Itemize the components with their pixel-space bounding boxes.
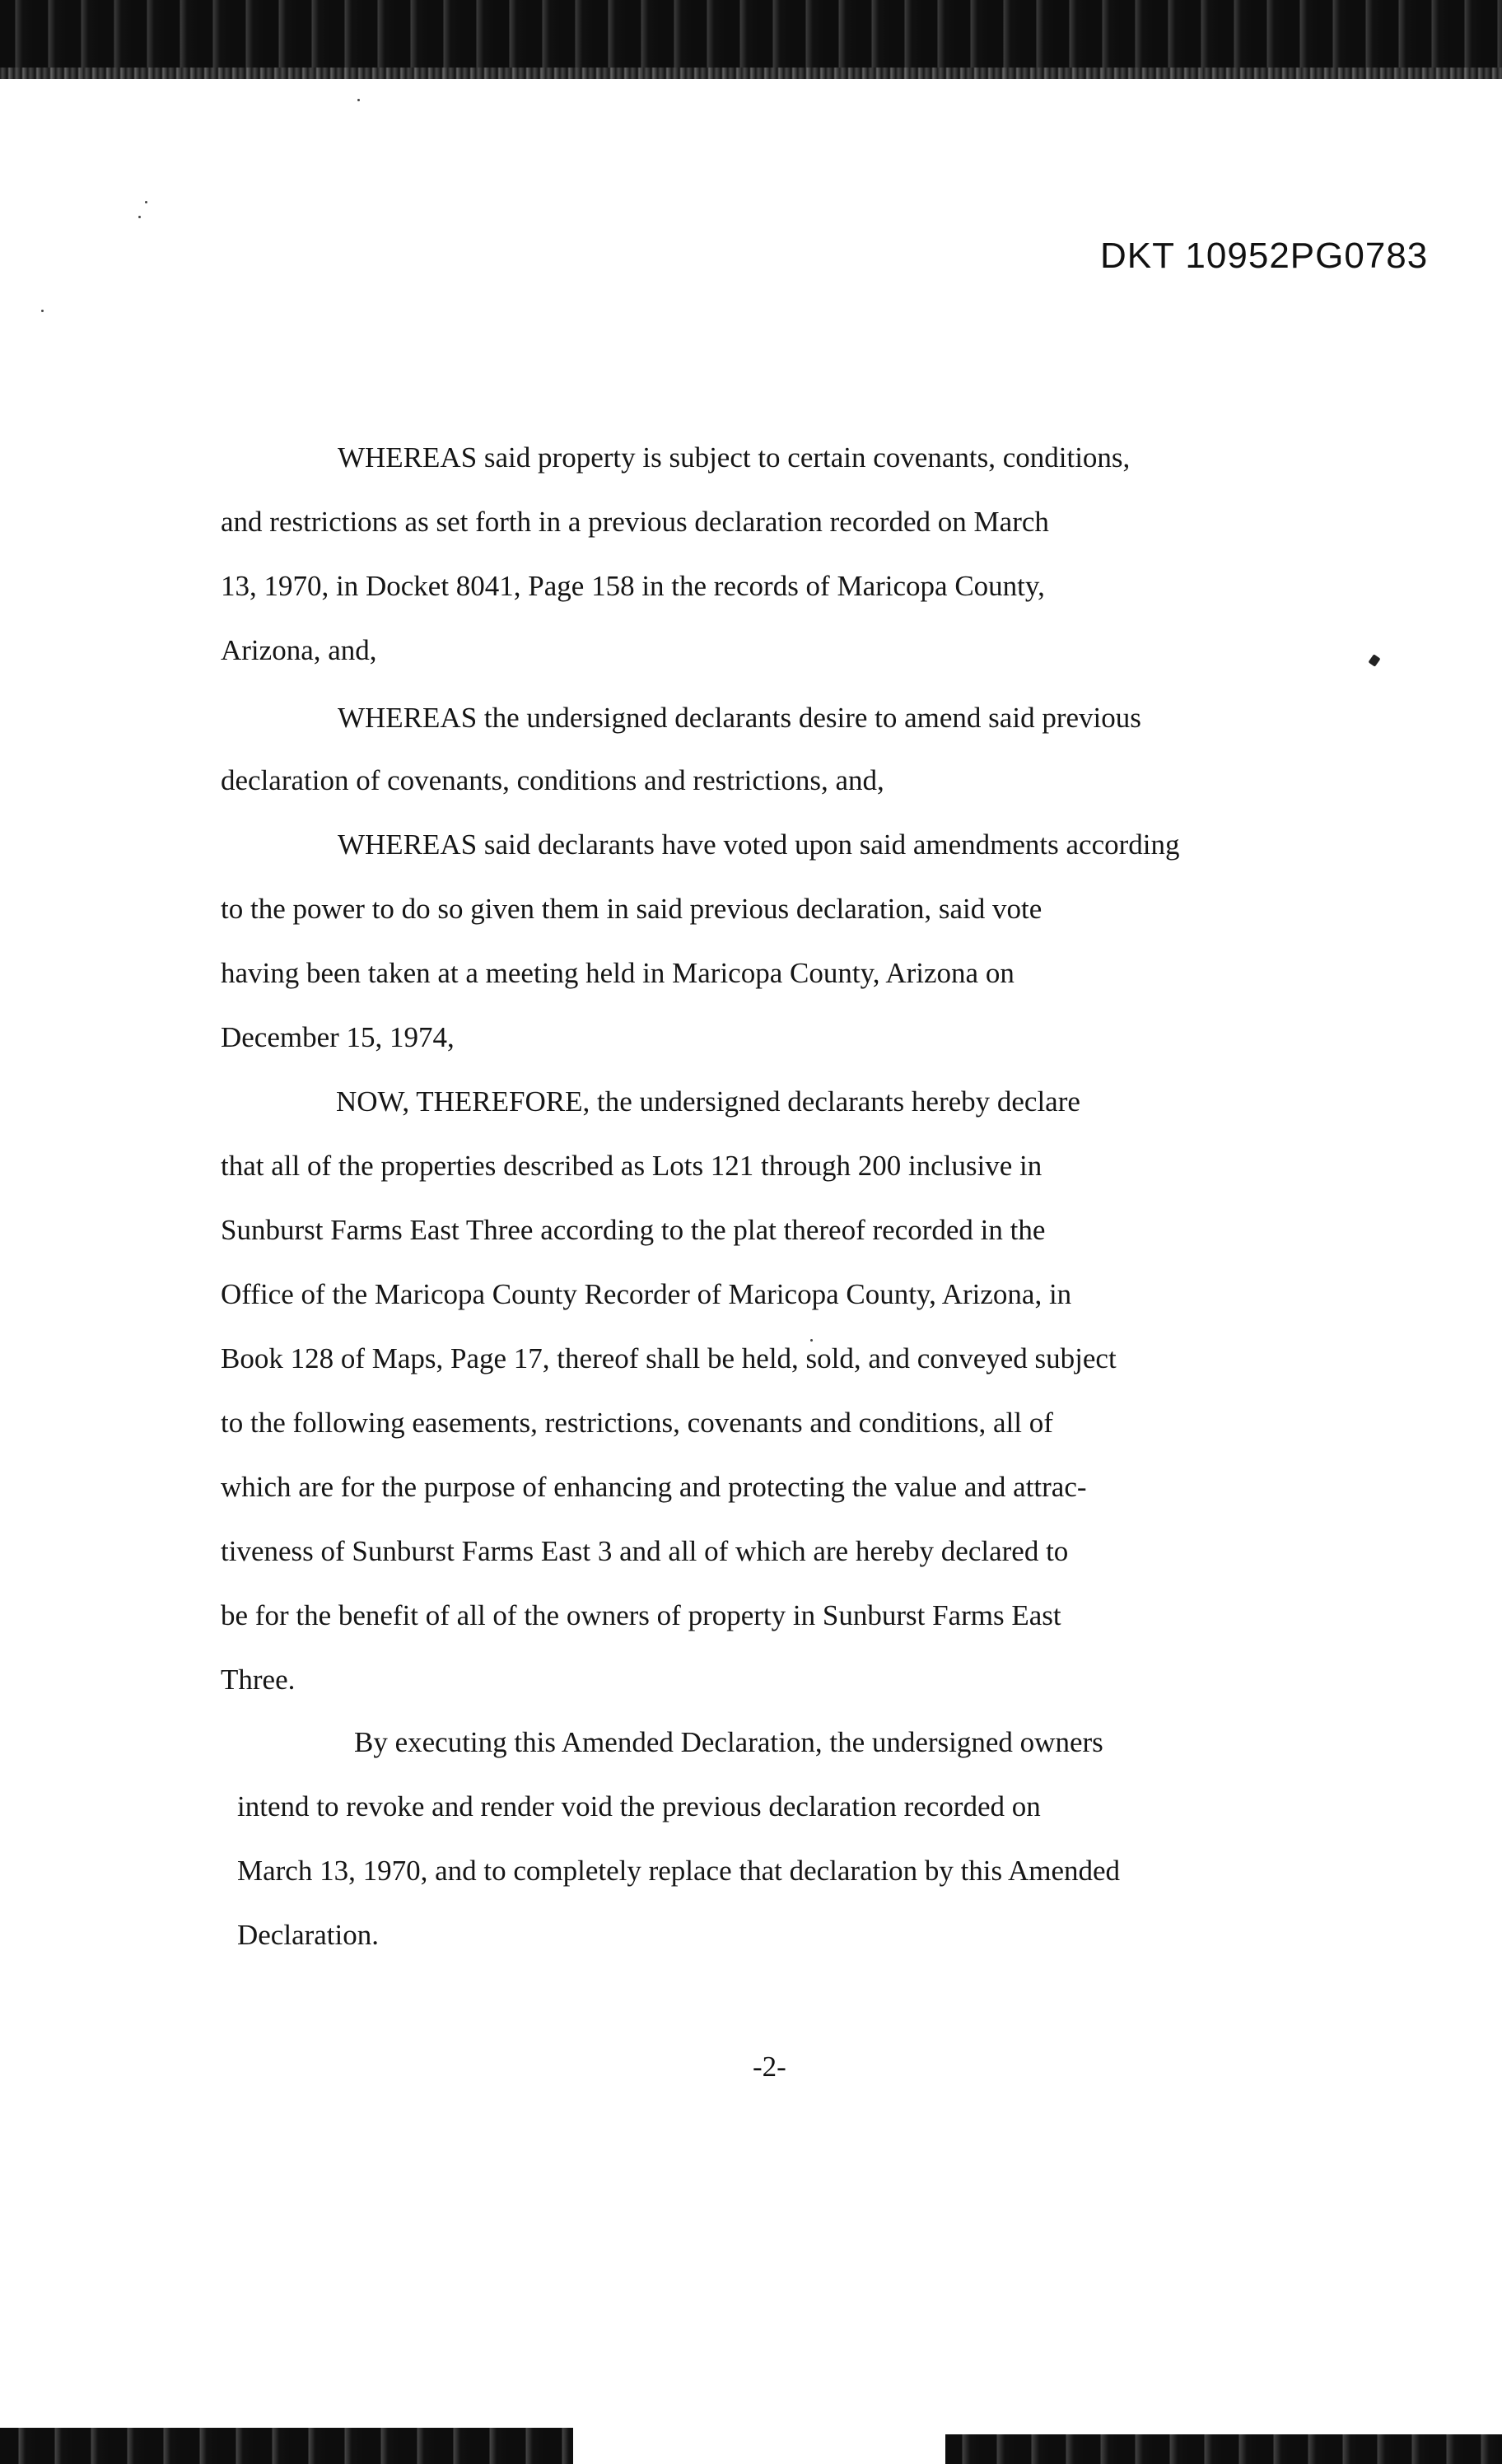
- scan-speck: [41, 310, 44, 312]
- stray-mark: [1368, 654, 1380, 667]
- paragraph-line: WHEREAS said declarants have voted upon said amendments according: [338, 828, 1180, 861]
- paragraph-line: Three.: [221, 1664, 296, 1696]
- paragraph-line: declaration of covenants, conditions and restrictions, and,: [221, 764, 884, 796]
- scan-speck: [145, 201, 147, 203]
- paragraph-line: WHEREAS said property is subject to certain covenants, conditions,: [338, 441, 1131, 474]
- paragraph-line: be for the benefit of all of the owners of property in Sunburst Farms East: [221, 1599, 1061, 1631]
- paragraph-line: having been taken at a meeting held in Maricopa County, Arizona on: [221, 957, 1015, 989]
- paragraph-line: and restrictions as set forth in a previous declaration recorded on March: [221, 506, 1049, 538]
- page-number: -2-: [753, 2051, 786, 2083]
- scan-border-top: [0, 0, 1502, 79]
- paragraph-line: 13, 1970, in Docket 8041, Page 158 in the records of Maricopa County,: [221, 570, 1045, 602]
- paragraph-line: to the power to do so given them in said previous declaration, said vote: [221, 893, 1043, 925]
- scan-speck: [138, 216, 141, 218]
- scan-speck: [810, 1339, 813, 1342]
- paragraph-line: Arizona, and,: [221, 634, 377, 666]
- paragraph-line: to the following easements, restrictions, covenants and conditions, all of: [221, 1407, 1053, 1439]
- paragraph-line: NOW, THEREFORE, the undersigned declarants hereby declare: [336, 1085, 1080, 1118]
- paragraph-line: which are for the purpose of enhancing and protecting the value and attrac-: [221, 1471, 1087, 1503]
- scan-border-bottom-left: [0, 2428, 573, 2464]
- paragraph-line: Book 128 of Maps, Page 17, thereof shall be held, sold, and conveyed subject: [221, 1342, 1117, 1374]
- paragraph-line: tiveness of Sunburst Farms East 3 and all of which are hereby declared to: [221, 1535, 1069, 1567]
- paragraph-line: Office of the Maricopa County Recorder of Maricopa County, Arizona, in: [221, 1278, 1072, 1310]
- paragraph-line: that all of the properties described as Lots 121 through 200 inclusive in: [221, 1150, 1043, 1182]
- docket-number: DKT 10952PG0783: [1100, 236, 1429, 276]
- paragraph-line: March 13, 1970, and to completely replace that declaration by this Amended: [237, 1855, 1121, 1887]
- scan-speck: [357, 99, 360, 101]
- paragraph-line: By executing this Amended Declaration, the undersigned owners: [354, 1726, 1103, 1758]
- scan-border-bottom-right: [945, 2434, 1502, 2464]
- paragraph-line: WHEREAS the undersigned declarants desire to amend said previous: [338, 702, 1141, 734]
- paragraph-line: Sunburst Farms East Three according to the plat thereof recorded in the: [221, 1214, 1046, 1246]
- paragraph-line: intend to revoke and render void the previous declaration recorded on: [237, 1790, 1041, 1822]
- paragraph-line: Declaration.: [237, 1919, 379, 1951]
- paragraph-line: December 15, 1974,: [221, 1021, 455, 1053]
